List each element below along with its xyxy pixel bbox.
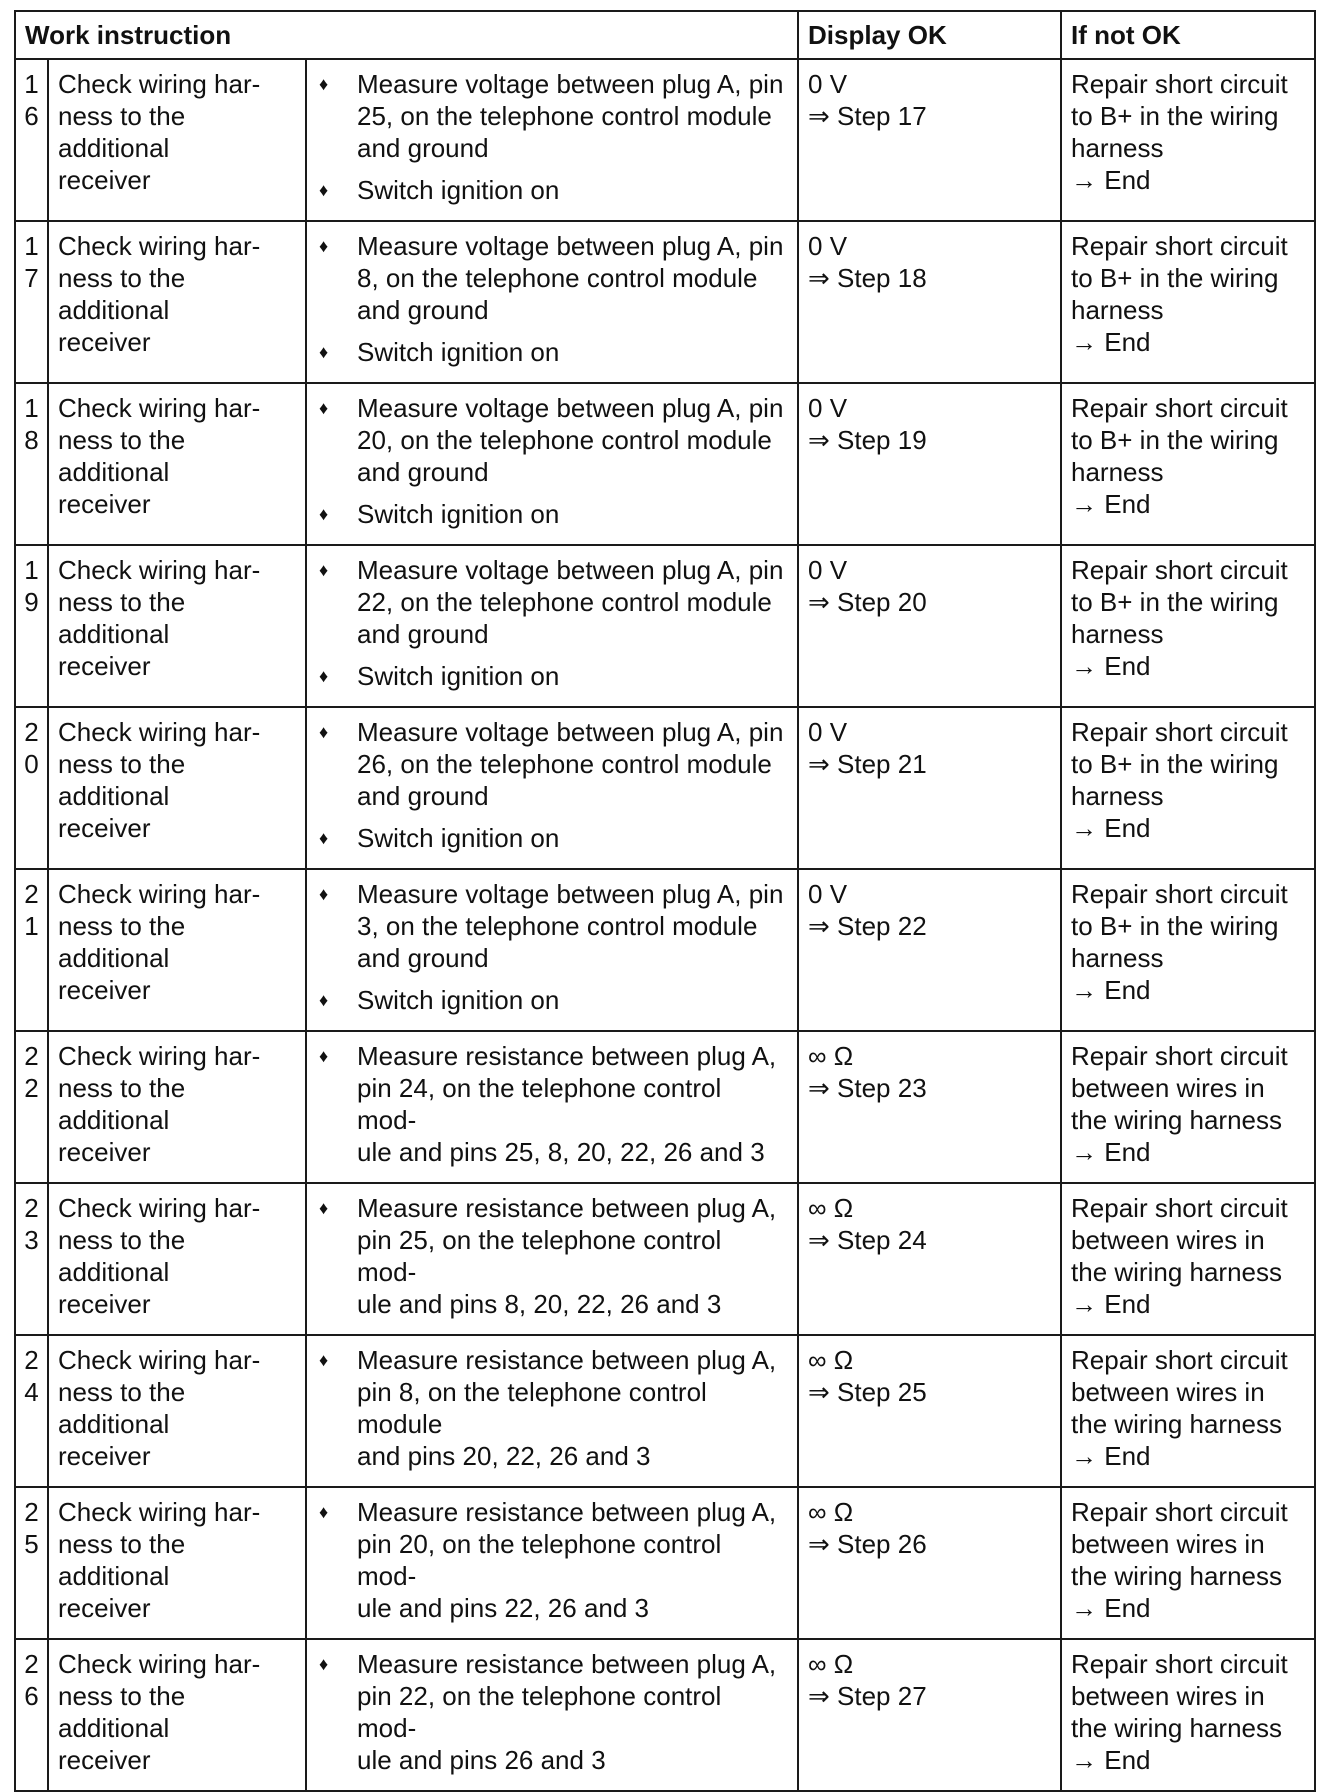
action-line: ule and pins 25, 8, 20, 22, 26 and 3 <box>357 1137 765 1167</box>
diamond-bullet-icon: ♦ <box>319 1198 329 1218</box>
sub-action-item <box>317 822 787 854</box>
not-ok-line: Repair short circuit <box>1071 555 1288 585</box>
ok-next-step: ⇒ Step 21 <box>808 749 927 779</box>
action-text <box>357 392 787 488</box>
not-ok-line: the wiring harness <box>1071 1713 1283 1743</box>
action-item <box>317 554 787 650</box>
step-digit: 0 <box>24 749 39 779</box>
sub-action-item <box>317 174 787 206</box>
step-digit: 1 <box>24 69 39 99</box>
not-ok-line: between wires in <box>1071 1073 1265 1103</box>
sub-action-text: Switch ignition on <box>357 985 560 1015</box>
display-ok-cell <box>798 1335 1061 1487</box>
if-not-ok-cell <box>1061 869 1315 1031</box>
step-digit: 8 <box>24 425 39 455</box>
not-ok-line: Repair short circuit <box>1071 1041 1288 1071</box>
action-line: Measure voltage between plug A, pin <box>357 717 784 747</box>
check-line: receiver <box>58 1441 151 1471</box>
work-instruction-table <box>14 10 1316 1792</box>
sub-action-text: Switch ignition on <box>357 175 560 205</box>
action-item <box>317 68 787 164</box>
display-ok-cell <box>798 1487 1061 1639</box>
display-ok-cell <box>798 221 1061 383</box>
diamond-bullet-icon: ♦ <box>319 722 329 742</box>
check-line: ness to the additional <box>58 1529 186 1591</box>
step-digit: 5 <box>24 1529 39 1559</box>
not-ok-line: between wires in <box>1071 1681 1265 1711</box>
not-ok-line: to B+ in the wiring <box>1071 101 1279 131</box>
if-not-ok-cell <box>1061 1183 1315 1335</box>
not-ok-line: Repair short circuit <box>1071 1649 1288 1679</box>
not-ok-line: harness <box>1071 133 1164 163</box>
action-item <box>317 716 787 812</box>
ok-next-step: ⇒ Step 22 <box>808 911 927 941</box>
ok-value: ∞ Ω <box>808 1497 854 1527</box>
step-digit: 1 <box>24 555 39 585</box>
not-ok-line: Repair short circuit <box>1071 231 1288 261</box>
action-line: 3, on the telephone control module <box>357 911 758 941</box>
check-line: ness to the additional <box>58 1681 186 1743</box>
step-digit: 2 <box>24 1497 39 1527</box>
check-line: Check wiring har- <box>58 1345 261 1375</box>
step-number <box>15 1487 48 1639</box>
action-text <box>357 1192 787 1320</box>
action-line: Measure voltage between plug A, pin <box>357 879 784 909</box>
step-number <box>15 383 48 545</box>
not-ok-line: Repair short circuit <box>1071 717 1288 747</box>
ok-next-step: ⇒ Step 18 <box>808 263 927 293</box>
ok-value: 0 V <box>808 231 848 261</box>
diamond-bullet-icon: ♦ <box>319 398 329 418</box>
table-row <box>15 1487 1315 1639</box>
action-line: Measure resistance between plug A, <box>357 1497 777 1527</box>
sub-action-item <box>317 660 787 692</box>
ok-value: 0 V <box>808 555 848 585</box>
step-digit: 2 <box>24 717 39 747</box>
check-description <box>48 1335 306 1487</box>
check-line: receiver <box>58 1745 151 1775</box>
action-cell <box>306 707 798 869</box>
not-ok-line: to B+ in the wiring <box>1071 749 1279 779</box>
display-ok-cell <box>798 383 1061 545</box>
step-digit: 2 <box>24 879 39 909</box>
check-line: receiver <box>58 813 151 843</box>
not-ok-line: harness <box>1071 295 1164 325</box>
ok-next-step: ⇒ Step 26 <box>808 1529 927 1559</box>
not-ok-line: between wires in <box>1071 1529 1265 1559</box>
if-not-ok-cell <box>1061 1639 1315 1791</box>
action-item <box>317 1648 787 1776</box>
step-number <box>15 1639 48 1791</box>
if-not-ok-cell <box>1061 383 1315 545</box>
action-text <box>357 716 787 812</box>
if-not-ok-cell <box>1061 1487 1315 1639</box>
check-line: ness to the additional <box>58 263 186 325</box>
table-header-row <box>15 11 1315 59</box>
action-item <box>317 1344 787 1472</box>
check-description <box>48 869 306 1031</box>
diamond-bullet-icon: ♦ <box>319 180 329 200</box>
action-item <box>317 878 787 974</box>
not-ok-line: the wiring harness <box>1071 1409 1283 1439</box>
action-line: Measure resistance between plug A, <box>357 1193 777 1223</box>
sub-action-text: Switch ignition on <box>357 337 560 367</box>
sub-action-text: Switch ignition on <box>357 823 560 853</box>
ok-value: ∞ Ω <box>808 1193 854 1223</box>
check-line: receiver <box>58 651 151 681</box>
step-digit: 9 <box>24 587 39 617</box>
not-ok-line: → End <box>1071 165 1151 195</box>
ok-value: 0 V <box>808 717 848 747</box>
action-text <box>357 1040 787 1168</box>
ok-next-step: ⇒ Step 24 <box>808 1225 927 1255</box>
check-line: Check wiring har- <box>58 717 261 747</box>
step-number <box>15 59 48 221</box>
action-line: and pins 20, 22, 26 and 3 <box>357 1441 651 1471</box>
table-row <box>15 1335 1315 1487</box>
not-ok-line: → End <box>1071 1137 1151 1167</box>
check-line: Check wiring har- <box>58 879 261 909</box>
action-cell <box>306 383 798 545</box>
action-cell <box>306 1639 798 1791</box>
check-line: Check wiring har- <box>58 1041 261 1071</box>
step-number <box>15 869 48 1031</box>
action-line: pin 24, on the telephone control mod- <box>357 1073 722 1135</box>
step-digit: 1 <box>24 231 39 261</box>
not-ok-line: harness <box>1071 943 1164 973</box>
step-digit: 6 <box>24 1681 39 1711</box>
ok-value: ∞ Ω <box>808 1649 854 1679</box>
display-ok-cell <box>798 1031 1061 1183</box>
action-line: 20, on the telephone control module <box>357 425 772 455</box>
action-line: Measure resistance between plug A, <box>357 1345 777 1375</box>
not-ok-line: → End <box>1071 651 1151 681</box>
check-line: ness to the additional <box>58 587 186 649</box>
display-ok-cell <box>798 1183 1061 1335</box>
diamond-bullet-icon: ♦ <box>319 1350 329 1370</box>
action-cell <box>306 1183 798 1335</box>
table-row <box>15 383 1315 545</box>
table-row <box>15 221 1315 383</box>
action-text <box>357 878 787 974</box>
action-cell <box>306 545 798 707</box>
ok-next-step: ⇒ Step 25 <box>808 1377 927 1407</box>
step-digit: 1 <box>24 911 39 941</box>
action-line: Measure voltage between plug A, pin <box>357 393 784 423</box>
action-line: Measure resistance between plug A, <box>357 1649 777 1679</box>
ok-next-step: ⇒ Step 19 <box>808 425 927 455</box>
check-description <box>48 1639 306 1791</box>
ok-next-step: ⇒ Step 17 <box>808 101 927 131</box>
diamond-bullet-icon: ♦ <box>319 828 329 848</box>
check-line: Check wiring har- <box>58 1497 261 1527</box>
step-digit: 3 <box>24 1225 39 1255</box>
not-ok-line: the wiring harness <box>1071 1561 1283 1591</box>
check-line: Check wiring har- <box>58 1193 261 1223</box>
not-ok-line: the wiring harness <box>1071 1105 1283 1135</box>
table-row <box>15 707 1315 869</box>
table-row <box>15 1031 1315 1183</box>
check-line: ness to the additional <box>58 1377 186 1439</box>
action-item <box>317 230 787 326</box>
not-ok-line: Repair short circuit <box>1071 1497 1288 1527</box>
not-ok-line: to B+ in the wiring <box>1071 911 1279 941</box>
not-ok-line: between wires in <box>1071 1377 1265 1407</box>
action-text <box>357 230 787 326</box>
not-ok-line: → End <box>1071 1745 1151 1775</box>
action-line: pin 25, on the telephone control mod- <box>357 1225 722 1287</box>
diamond-bullet-icon: ♦ <box>319 990 329 1010</box>
action-line: Measure voltage between plug A, pin <box>357 231 784 261</box>
not-ok-line: → End <box>1071 813 1151 843</box>
action-line: ule and pins 22, 26 and 3 <box>357 1593 650 1623</box>
check-line: ness to the additional <box>58 101 186 163</box>
ok-value: 0 V <box>808 879 848 909</box>
action-line: and ground <box>357 619 489 649</box>
check-line: Check wiring har- <box>58 231 261 261</box>
table-row <box>15 1183 1315 1335</box>
not-ok-line: between wires in <box>1071 1225 1265 1255</box>
work-instruction-document <box>14 10 1314 1792</box>
action-cell <box>306 1335 798 1487</box>
step-digit: 2 <box>24 1649 39 1679</box>
display-ok-cell <box>798 1639 1061 1791</box>
action-line: 25, on the telephone control module <box>357 101 772 131</box>
step-digit: 7 <box>24 263 39 293</box>
table-row <box>15 545 1315 707</box>
not-ok-line: Repair short circuit <box>1071 1345 1288 1375</box>
action-item <box>317 392 787 488</box>
ok-next-step: ⇒ Step 27 <box>808 1681 927 1711</box>
if-not-ok-cell <box>1061 545 1315 707</box>
step-digit: 6 <box>24 101 39 131</box>
ok-value: ∞ Ω <box>808 1345 854 1375</box>
not-ok-line: the wiring harness <box>1071 1257 1283 1287</box>
diamond-bullet-icon: ♦ <box>319 236 329 256</box>
diamond-bullet-icon: ♦ <box>319 884 329 904</box>
check-line: ness to the additional <box>58 911 186 973</box>
display-ok-cell <box>798 869 1061 1031</box>
action-text <box>357 1496 787 1624</box>
check-line: ness to the additional <box>58 1073 186 1135</box>
table-body <box>15 59 1315 1791</box>
if-not-ok-cell <box>1061 221 1315 383</box>
check-description <box>48 383 306 545</box>
ok-value: 0 V <box>808 393 848 423</box>
ok-next-step: ⇒ Step 20 <box>808 587 927 617</box>
action-text <box>357 554 787 650</box>
diamond-bullet-icon: ♦ <box>319 666 329 686</box>
not-ok-line: → End <box>1071 489 1151 519</box>
sub-action-text: Switch ignition on <box>357 499 560 529</box>
not-ok-line: harness <box>1071 781 1164 811</box>
check-line: Check wiring har- <box>58 393 261 423</box>
action-line: and ground <box>357 781 489 811</box>
not-ok-line: to B+ in the wiring <box>1071 587 1279 617</box>
check-line: ness to the additional <box>58 425 186 487</box>
diamond-bullet-icon: ♦ <box>319 1046 329 1066</box>
action-line: and ground <box>357 295 489 325</box>
check-description <box>48 545 306 707</box>
check-line: receiver <box>58 1137 151 1167</box>
diamond-bullet-icon: ♦ <box>319 342 329 362</box>
not-ok-line: → End <box>1071 1289 1151 1319</box>
action-item <box>317 1192 787 1320</box>
action-line: ule and pins 8, 20, 22, 26 and 3 <box>357 1289 722 1319</box>
action-text <box>357 1344 787 1472</box>
check-description <box>48 59 306 221</box>
display-ok-cell <box>798 545 1061 707</box>
action-line: and ground <box>357 457 489 487</box>
diamond-bullet-icon: ♦ <box>319 74 329 94</box>
check-line: Check wiring har- <box>58 1649 261 1679</box>
action-line: 8, on the telephone control module <box>357 263 758 293</box>
sub-action-item <box>317 498 787 530</box>
step-digit: 1 <box>24 393 39 423</box>
step-number <box>15 1183 48 1335</box>
display-ok-cell <box>798 59 1061 221</box>
not-ok-line: → End <box>1071 327 1151 357</box>
action-text <box>357 1648 787 1776</box>
action-line: ule and pins 26 and 3 <box>357 1745 606 1775</box>
not-ok-line: harness <box>1071 619 1164 649</box>
check-line: receiver <box>58 1289 151 1319</box>
not-ok-line: Repair short circuit <box>1071 1193 1288 1223</box>
diamond-bullet-icon: ♦ <box>319 1654 329 1674</box>
action-line: Measure resistance between plug A, <box>357 1041 777 1071</box>
not-ok-line: to B+ in the wiring <box>1071 263 1279 293</box>
if-not-ok-cell <box>1061 707 1315 869</box>
check-line: ness to the additional <box>58 1225 186 1287</box>
display-ok-cell <box>798 707 1061 869</box>
step-number <box>15 1335 48 1487</box>
action-line: pin 20, on the telephone control mod- <box>357 1529 722 1591</box>
not-ok-line: → End <box>1071 975 1151 1005</box>
table-row <box>15 1639 1315 1791</box>
if-not-ok-cell <box>1061 1031 1315 1183</box>
not-ok-line: harness <box>1071 457 1164 487</box>
action-line: and ground <box>357 133 489 163</box>
not-ok-line: Repair short circuit <box>1071 393 1288 423</box>
not-ok-line: → End <box>1071 1593 1151 1623</box>
action-item <box>317 1496 787 1624</box>
action-line: Measure voltage between plug A, pin <box>357 555 784 585</box>
diamond-bullet-icon: ♦ <box>319 1502 329 1522</box>
check-line: receiver <box>58 165 151 195</box>
action-cell <box>306 221 798 383</box>
not-ok-line: → End <box>1071 1441 1151 1471</box>
check-line: receiver <box>58 1593 151 1623</box>
check-description <box>48 1031 306 1183</box>
ok-value: 0 V <box>808 69 848 99</box>
action-text <box>357 68 787 164</box>
check-line: receiver <box>58 975 151 1005</box>
if-not-ok-cell <box>1061 59 1315 221</box>
step-digit: 2 <box>24 1073 39 1103</box>
not-ok-line: to B+ in the wiring <box>1071 425 1279 455</box>
action-item <box>317 1040 787 1168</box>
not-ok-line: Repair short circuit <box>1071 879 1288 909</box>
step-digit: 2 <box>24 1193 39 1223</box>
step-digit: 2 <box>24 1345 39 1375</box>
ok-next-step: ⇒ Step 23 <box>808 1073 927 1103</box>
table-row <box>15 869 1315 1031</box>
step-digit: 2 <box>24 1041 39 1071</box>
action-cell <box>306 1031 798 1183</box>
check-line: Check wiring har- <box>58 69 261 99</box>
check-description <box>48 221 306 383</box>
table-row <box>15 59 1315 221</box>
check-line: receiver <box>58 489 151 519</box>
action-line: 26, on the telephone control module <box>357 749 772 779</box>
step-number <box>15 221 48 383</box>
header-display-ok: Display OK <box>798 11 1061 59</box>
header-if-not-ok: If not OK <box>1061 11 1315 59</box>
action-cell <box>306 1487 798 1639</box>
check-line: Check wiring har- <box>58 555 261 585</box>
action-line: Measure voltage between plug A, pin <box>357 69 784 99</box>
check-line: receiver <box>58 327 151 357</box>
diamond-bullet-icon: ♦ <box>319 504 329 524</box>
action-line: 22, on the telephone control module <box>357 587 772 617</box>
action-cell <box>306 869 798 1031</box>
if-not-ok-cell <box>1061 1335 1315 1487</box>
check-line: ness to the additional <box>58 749 186 811</box>
check-description <box>48 1183 306 1335</box>
step-digit: 4 <box>24 1377 39 1407</box>
diamond-bullet-icon: ♦ <box>319 560 329 580</box>
sub-action-item <box>317 336 787 368</box>
step-number <box>15 707 48 869</box>
ok-value: ∞ Ω <box>808 1041 854 1071</box>
header-work-instruction: Work instruction <box>15 11 798 59</box>
action-line: and ground <box>357 943 489 973</box>
action-line: pin 22, on the telephone control mod- <box>357 1681 722 1743</box>
not-ok-line: Repair short circuit <box>1071 69 1288 99</box>
step-number <box>15 1031 48 1183</box>
sub-action-text: Switch ignition on <box>357 661 560 691</box>
check-description <box>48 707 306 869</box>
step-number <box>15 545 48 707</box>
action-line: pin 8, on the telephone control module <box>357 1377 707 1439</box>
sub-action-item <box>317 984 787 1016</box>
action-cell <box>306 59 798 221</box>
check-description <box>48 1487 306 1639</box>
